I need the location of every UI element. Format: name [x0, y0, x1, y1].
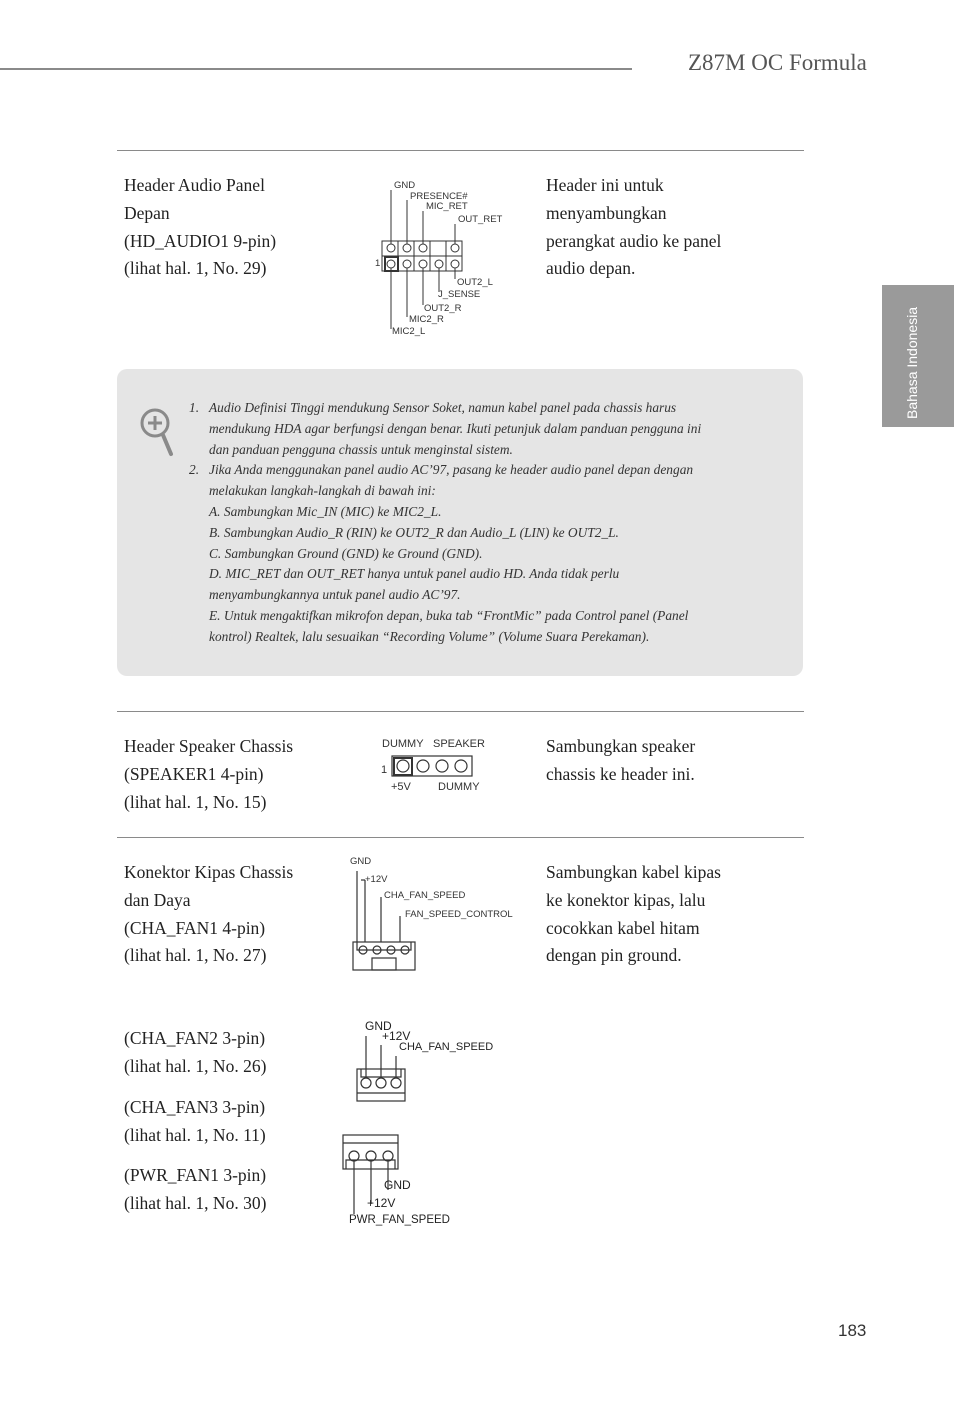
- hd-audio-description: [546, 172, 721, 283]
- speaker-pin-diagram: [378, 735, 508, 797]
- pin-label-pwr-fan-speed: PWR_FAN_SPEED: [349, 1214, 450, 1226]
- cha-fan2-pin-diagram: [352, 1017, 498, 1105]
- note-line: dan panduan pengguna chassis untuk menginstal sistem.: [209, 441, 513, 457]
- note-line: kontrol) Realtek, lalu sesuaikan “Recording Volume” (Volume Suara Perekaman).: [209, 628, 650, 644]
- pin-label-mic2-r: MIC2_R: [409, 314, 444, 325]
- pin-label-5v: +5V: [391, 781, 411, 793]
- hd-audio-title: [124, 172, 276, 283]
- text-line: audio depan.: [546, 258, 636, 279]
- text-line: ke konektor kipas, lalu: [546, 889, 706, 910]
- note-item-number: 1.: [189, 400, 200, 415]
- text-line: Header Audio Panel: [124, 175, 265, 195]
- note-line: A. Sambungkan Mic_IN (MIC) ke MIC2_L.: [209, 503, 442, 519]
- pin-label-12v: +12V: [382, 1029, 411, 1043]
- pin-label-presence: PRESENCE#: [410, 191, 468, 202]
- page-number: 183: [838, 1321, 867, 1340]
- text-line: Sambungkan kabel kipas: [546, 862, 721, 882]
- pin-label-dummy-top: DUMMY: [382, 738, 424, 750]
- section-divider: [117, 711, 804, 712]
- text-line: (lihat hal. 1, No. 26): [124, 1055, 267, 1076]
- pin-one-marker: 1: [375, 258, 381, 269]
- pin-label-gnd: GND: [365, 1019, 392, 1033]
- pin-one-marker: 1: [381, 764, 388, 776]
- note-item-1: [189, 398, 769, 460]
- cha-fan2-title: [124, 1025, 266, 1081]
- pin-label-gnd: GND: [394, 180, 416, 191]
- text-line: (CHA_FAN1 4-pin): [124, 917, 266, 938]
- text-line: (lihat hal. 1, No. 30): [124, 1192, 267, 1213]
- text-line: Header Speaker Chassis: [124, 736, 294, 756]
- note-line: C. Sambungkan Ground (GND) ke Ground (GND).: [209, 545, 483, 561]
- cha-fan1-pin-diagram: [345, 853, 530, 975]
- text-line: (lihat hal. 1, No. 29): [124, 258, 267, 279]
- text-line: (CHA_FAN2 3-pin): [124, 1028, 266, 1048]
- pin-label-dummy-bottom: DUMMY: [438, 781, 480, 793]
- pin-label-j-sense: J_SENSE: [438, 289, 481, 300]
- pin-label-out2-l: OUT2_L: [457, 277, 493, 288]
- note-line: Jika Anda menggunakan panel audio AC’97, pasang ke header audio panel depan dengan: [209, 462, 694, 478]
- pin-label-cha-fan-speed: CHA_FAN_SPEED: [384, 890, 466, 901]
- magnifier-plus-icon: [138, 406, 178, 458]
- note-text: [189, 398, 769, 648]
- pin-label-speaker: SPEAKER: [433, 738, 485, 750]
- text-line: perangkat audio ke panel: [546, 230, 722, 251]
- pin-label-mic2-l: MIC2_L: [392, 326, 426, 337]
- text-line: menyambungkan: [546, 202, 667, 223]
- text-line: (PWR_FAN1 3-pin): [124, 1165, 267, 1185]
- pin-label-12v: +12V: [367, 1196, 396, 1210]
- text-line: chassis ke header ini.: [546, 763, 695, 784]
- text-line: Depan: [124, 202, 170, 223]
- cha-fan3-title: [124, 1094, 266, 1150]
- note-item-number: 2.: [189, 462, 200, 478]
- note-line: mendukung HDA agar berfungsi dengan benar. Ikuti petunjuk dalam panduan pengguna ini: [209, 420, 702, 436]
- note-line: B. Sambungkan Audio_R (RIN) ke OUT2_R dan Audio_L (LIN) ke OUT2_L.: [209, 524, 619, 540]
- note-line: Audio Definisi Tinggi mendukung Sensor Soket, namun kabel panel pada chassis harus: [209, 400, 677, 415]
- speaker-title: [124, 733, 293, 816]
- text-line: dan Daya: [124, 889, 191, 910]
- pin-label-gnd: GND: [350, 856, 372, 867]
- pwr-fan1-pin-diagram: [340, 1132, 480, 1228]
- pin-label-mic-ret: MIC_RET: [426, 201, 468, 212]
- note-line: menyambungkannya untuk panel audio AC’97.: [209, 587, 461, 603]
- text-line: Konektor Kipas Chassis: [124, 862, 294, 882]
- pin-label-12v: +12V: [365, 874, 388, 885]
- side-tab-label: Bahasa Indonesia: [904, 306, 920, 419]
- speaker-description: [546, 733, 695, 789]
- text-line: Sambungkan speaker: [546, 736, 696, 756]
- language-side-tab: [882, 285, 954, 427]
- note-item-2: [189, 460, 769, 647]
- text-line: (HD_AUDIO1 9-pin): [124, 230, 277, 251]
- text-line: Header ini untuk: [546, 175, 664, 195]
- pwr-fan1-title: [124, 1162, 266, 1218]
- text-line: (lihat hal. 1, No. 27): [124, 945, 267, 966]
- fan-title: [124, 859, 293, 970]
- pin-label-out2-r: OUT2_R: [424, 303, 462, 314]
- text-line: (SPEAKER1 4-pin): [124, 763, 264, 784]
- page-title: Z87M OC Formula: [688, 50, 867, 75]
- note-line: D. MIC_RET dan OUT_RET hanya untuk panel audio HD. Anda tidak perlu: [209, 566, 620, 582]
- text-line: (lihat hal. 1, No. 11): [124, 1124, 266, 1145]
- text-line: dengan pin ground.: [546, 945, 682, 966]
- hd-audio-pin-diagram: [370, 176, 510, 341]
- fan-description: [546, 859, 721, 970]
- text-line: (CHA_FAN3 3-pin): [124, 1097, 266, 1117]
- header-rule: [0, 68, 632, 70]
- pin-label-cha-fan-speed: CHA_FAN_SPEED: [399, 1041, 494, 1053]
- text-line: (lihat hal. 1, No. 15): [124, 791, 267, 812]
- pin-label-fan-speed-control: FAN_SPEED_CONTROL: [405, 909, 513, 920]
- section-divider: [117, 837, 804, 838]
- section-divider: [117, 150, 804, 151]
- pin-label-out-ret: OUT_RET: [458, 214, 503, 225]
- note-line: melakukan langkah-langkah di bawah ini:: [209, 483, 436, 499]
- note-line: E. Untuk mengaktifkan mikrofon depan, buka tab “FrontMic” pada Control panel (Panel: [209, 607, 689, 623]
- text-line: cocokkan kabel hitam: [546, 917, 700, 938]
- pin-label-gnd: GND: [384, 1178, 411, 1192]
